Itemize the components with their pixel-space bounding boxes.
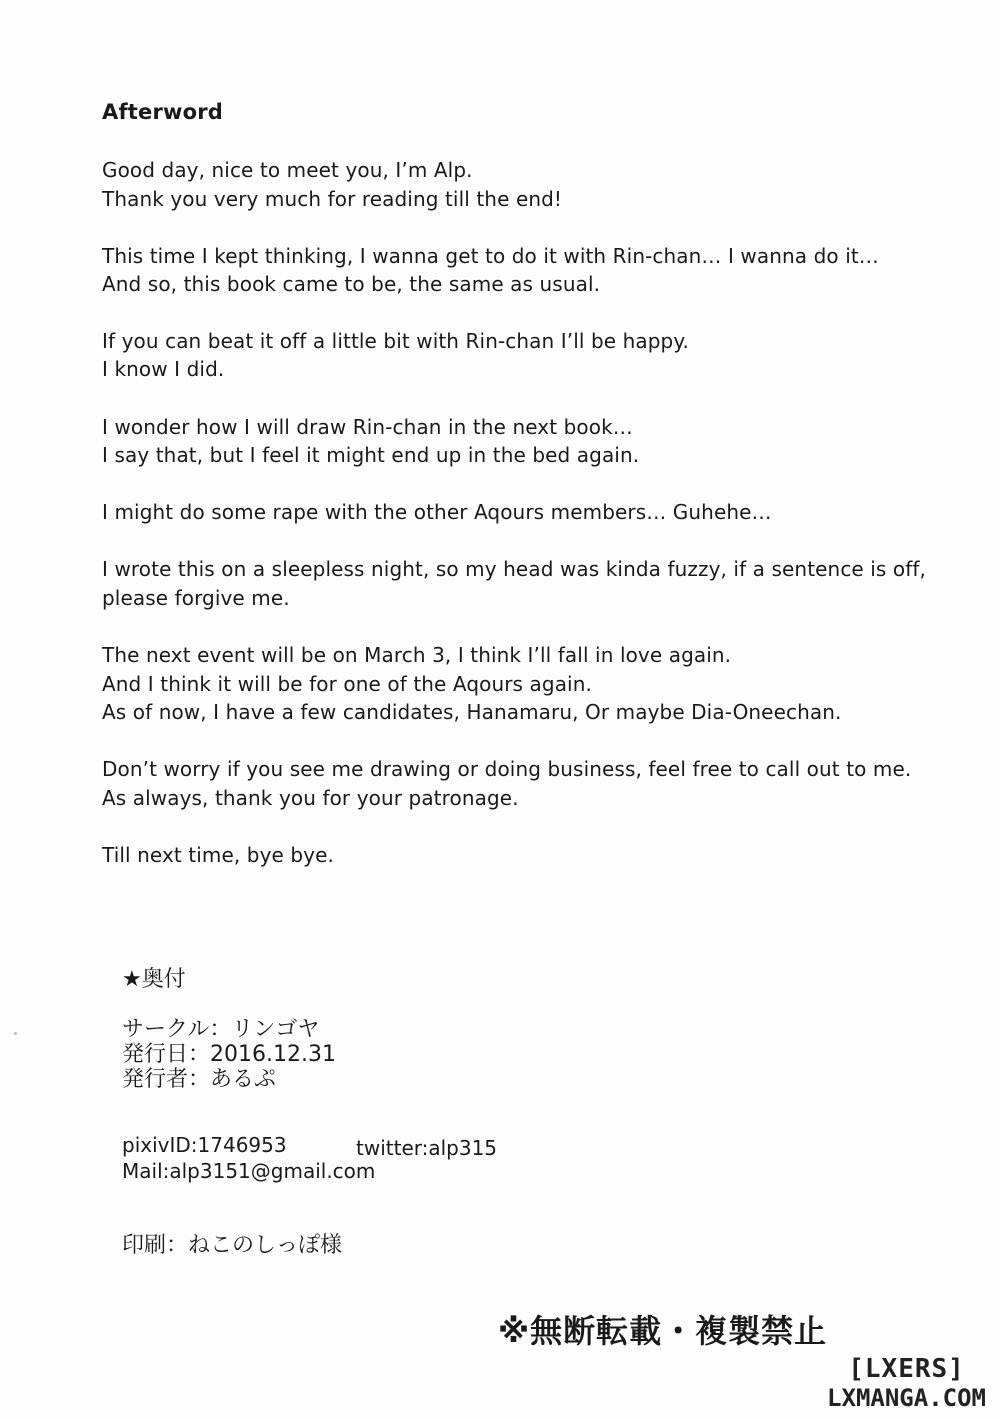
afterword-line: I wrote this on a sleepless night, so my head was kinda fuzzy, if a sentence is off,	[102, 557, 926, 581]
reproduction-notice: ※無断転載・複製禁止	[498, 1312, 828, 1350]
afterword-line: Don’t worry if you see me drawing or doing business, feel free to call out to me.	[102, 757, 912, 781]
afterword-line: If you can beat it off a little bit with Rin-chan I’ll be happy.	[102, 329, 689, 353]
afterword-line: The next event will be on March 3, I think I’ll fall in love again.	[102, 643, 732, 667]
colophon-publisher: 発行者：あるぷ	[122, 1067, 277, 1092]
colophon-printer: 印刷：ねこのしっぽ様	[122, 1233, 343, 1258]
colophon-pixiv: pixivID:1746953	[122, 1133, 287, 1157]
colophon-mail: Mail:alp3151@gmail.com	[122, 1159, 376, 1183]
afterword-line: This time I kept thinking, I wanna get to do it with Rin-chan… I wanna do it…	[102, 244, 879, 268]
afterword-line: As of now, I have a few candidates, Hanamaru, Or maybe Dia-Oneechan.	[102, 700, 842, 724]
afterword-line: Thank you very much for reading till the end!	[102, 187, 563, 211]
colophon-twitter: twitter:alp315	[356, 1136, 498, 1160]
colophon-circle: サークル：リンゴヤ	[122, 1017, 320, 1042]
afterword-line: Till next time, bye bye.	[102, 843, 334, 867]
afterword-line: As always, thank you for your patronage.	[102, 786, 519, 810]
afterword-heading: Afterword	[102, 100, 224, 124]
afterword-line: please forgive me.	[102, 586, 290, 610]
afterword-line: I say that, but I feel it might end up in the bed again.	[102, 443, 640, 467]
scan-speck	[14, 1032, 17, 1035]
afterword-line: And so, this book came to be, the same as usual.	[102, 272, 601, 296]
afterword-line: And I think it will be for one of the Aqours again.	[102, 672, 592, 696]
watermark-top: [LXERS]	[848, 1354, 965, 1384]
watermark-bottom: LXMANGA.COM	[827, 1384, 986, 1412]
afterword-line: I wonder how I will draw Rin-chan in the next book…	[102, 415, 633, 439]
colophon-title: ★奥付	[122, 967, 186, 992]
afterword-line: I know I did.	[102, 357, 225, 381]
colophon-date: 発行日：2016.12.31	[122, 1042, 336, 1067]
afterword-line: Good day, nice to meet you, I’m Alp.	[102, 158, 473, 182]
afterword-line: I might do some rape with the other Aqours members… Guhehe…	[102, 500, 772, 524]
site-watermark	[827, 1354, 986, 1412]
